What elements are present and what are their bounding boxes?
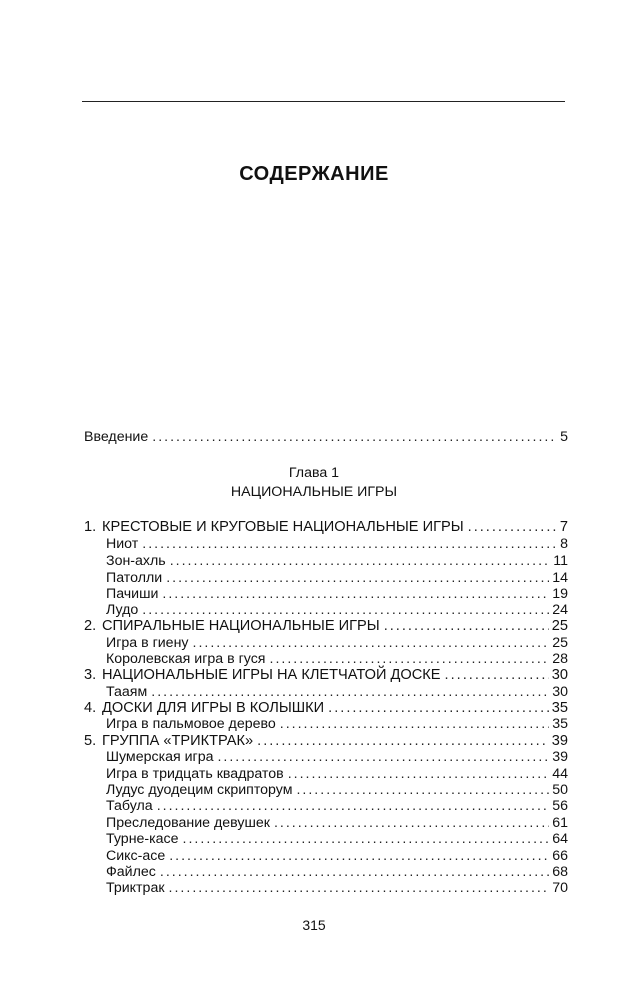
dot-leader	[157, 798, 550, 814]
dot-leader	[288, 766, 550, 782]
toc-section-number: 3.	[84, 667, 97, 683]
dot-leader	[384, 618, 549, 634]
toc-section-label: СПИРАЛЬНЫЕ НАЦИОНАЛЬНЫЕ ИГРЫ	[102, 618, 380, 634]
dot-leader	[162, 586, 549, 602]
toc-section-row	[84, 733, 568, 749]
toc-subentry-label: Игра в гиену	[106, 635, 189, 651]
dot-leader	[328, 700, 549, 716]
toc-subentry-label: Шумерская игра	[106, 749, 214, 765]
toc-page-number: 64	[552, 831, 568, 847]
dot-leader	[183, 831, 550, 847]
toc-subentry-row	[84, 815, 568, 831]
toc-subentry-row	[84, 536, 568, 552]
toc-subentry-row	[84, 635, 568, 651]
toc-subentry-row	[84, 651, 568, 667]
toc-page-number: 35	[551, 700, 568, 716]
toc-page-number: 11	[553, 553, 568, 569]
toc-page-number: 39	[551, 733, 568, 749]
toc-section-number: 1.	[84, 519, 97, 535]
toc-subentry-row	[84, 880, 568, 896]
dot-leader	[468, 519, 557, 535]
toc-subentry-label: Патолли	[106, 570, 163, 586]
chapter-title: НАЦИОНАЛЬНЫЕ ИГРЫ	[230, 484, 398, 500]
toc-subentry-row	[84, 716, 568, 732]
toc-subentry-row	[84, 831, 568, 847]
page-title: СОДЕРЖАНИЕ	[239, 163, 389, 185]
top-rule	[82, 101, 565, 102]
toc-subentry-label: Игра в пальмовое дерево	[106, 716, 276, 732]
toc-section-row	[84, 618, 568, 634]
toc-page-number: 35	[552, 716, 568, 732]
toc-section-label: ГРУППА «ТРИКТРАК»	[102, 733, 254, 749]
toc-page-number: 30	[551, 667, 568, 683]
toc-subentry-label: Лудус дуодецим скрипторум	[106, 782, 293, 798]
toc-subentry-label: Зон-ахль	[106, 553, 166, 569]
toc-section-row	[84, 519, 568, 535]
toc-subentry-row	[84, 864, 568, 880]
dot-leader	[270, 651, 550, 667]
toc-subentry-label: Триктрак	[106, 880, 165, 896]
dot-leader	[152, 429, 557, 445]
chapter-number: Глава 1	[288, 465, 340, 481]
dot-leader	[142, 536, 557, 552]
dot-leader	[170, 553, 551, 569]
toc-page-number: 70	[552, 880, 568, 896]
toc-subentry-label: Ниот	[106, 536, 139, 552]
toc-page-number: 39	[552, 749, 568, 765]
toc-page-number: 56	[552, 798, 568, 814]
dot-leader	[169, 848, 549, 864]
toc-subentry-row	[84, 749, 568, 765]
toc-page-number: 25	[552, 635, 568, 651]
toc-subentry-label: Сикс-асе	[106, 848, 166, 864]
toc-intro-page: 5	[560, 429, 568, 445]
toc-subentry-label: Пачиши	[106, 586, 159, 602]
dot-leader	[274, 815, 549, 831]
toc-section-label: НАЦИОНАЛЬНЫЕ ИГРЫ НА КЛЕТЧАТОЙ ДОСКЕ	[102, 667, 441, 683]
toc-page-number: 25	[551, 618, 568, 634]
dot-leader	[166, 570, 549, 586]
toc-section-label: ДОСКИ ДЛЯ ИГРЫ В КОЛЫШКИ	[102, 700, 325, 716]
page-number: 315	[302, 917, 326, 933]
toc-page-number: 50	[552, 782, 568, 798]
toc-section-label: КРЕСТОВЫЕ И КРУГОВЫЕ НАЦИОНАЛЬНЫЕ ИГРЫ	[102, 519, 464, 535]
toc-subentry-row	[84, 798, 568, 814]
toc-page-number: 7	[559, 519, 568, 535]
toc-page-number: 44	[552, 766, 568, 782]
toc-section-row	[84, 700, 568, 716]
toc-page-number: 66	[552, 848, 568, 864]
toc-page-number: 24	[552, 602, 568, 618]
toc-section-number: 2.	[84, 618, 97, 634]
toc-intro-row	[84, 429, 568, 445]
dot-leader	[169, 880, 550, 896]
toc-subentry-row	[84, 586, 568, 602]
toc-page-number: 30	[552, 684, 568, 700]
toc-subentry-row	[84, 782, 568, 798]
dot-leader	[217, 749, 549, 765]
toc-section-row	[84, 667, 568, 683]
dot-leader	[151, 684, 549, 700]
toc-subentry-label: Турне-касе	[106, 831, 179, 847]
toc-subentry-label: Табула	[106, 798, 153, 814]
toc-subentry-label: Лудо	[106, 602, 139, 618]
toc-subentry-row	[84, 848, 568, 864]
toc-section-number: 4.	[84, 700, 97, 716]
dot-leader	[160, 864, 549, 880]
toc-page-number: 19	[552, 586, 568, 602]
dot-leader	[142, 602, 549, 618]
dot-leader	[445, 667, 549, 683]
toc-page-number: 28	[552, 651, 568, 667]
toc-page-number: 61	[552, 815, 568, 831]
dot-leader	[193, 635, 550, 651]
toc-page-number: 8	[560, 536, 568, 552]
toc-subentry-label: Игра в тридцать квадратов	[106, 766, 284, 782]
toc-subentry-row	[84, 684, 568, 700]
toc-page-number: 14	[552, 570, 568, 586]
toc-subentry-label: Преследование девушек	[106, 815, 270, 831]
toc-subentry-label: Файлес	[106, 864, 156, 880]
toc-subentry-row	[84, 553, 568, 569]
toc-subentry-row	[84, 570, 568, 586]
dot-leader	[296, 782, 549, 798]
toc-subentry-label: Королевская игра в гуся	[106, 651, 266, 667]
toc-subentry-label: Тааям	[106, 684, 148, 700]
toc-section-number: 5.	[84, 733, 97, 749]
toc-subentry-row	[84, 766, 568, 782]
toc-subentry-row	[84, 602, 568, 618]
dot-leader	[280, 716, 549, 732]
dot-leader	[257, 733, 549, 749]
toc-page-number: 68	[552, 864, 568, 880]
toc-intro-label: Введение	[84, 429, 149, 445]
